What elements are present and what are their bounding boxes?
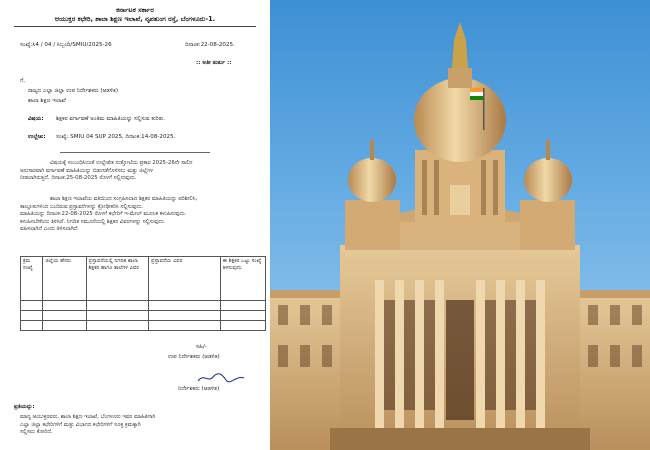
recipient-line2: ಶಾಲಾ ಶಿಕ್ಷಣ ಇಲಾಖೆ: [28, 98, 66, 104]
subject-divider: [60, 152, 210, 153]
government-title: ಕರ್ನಾಟಕ ಸರ್ಕಾರ: [116, 6, 154, 14]
header-divider: [14, 26, 256, 27]
table-header: ಕ್ರಮ ಸಂಖ್ಯೆ: [21, 257, 43, 301]
circular-document: [0, 0, 270, 450]
table-header: ಜಿಲ್ಲೆಯ ಹೆಸರು: [43, 257, 86, 301]
table-row: [21, 301, 266, 311]
copy-label: ಪ್ರತಿಯನ್ನು:: [14, 404, 35, 410]
table-header: ಪ್ರಸ್ತಾವನೆಯ ವಿವರ: [149, 257, 221, 301]
recipient-line1: ರಾಜ್ಯದ ಎಲ್ಲಾ ಜಿಲ್ಲಾ ಉಪ ನಿರ್ದೇಶಕರು (ಆಡಳಿತ): [28, 88, 119, 94]
table-row: [21, 311, 266, 321]
table-header: ಈ ಶಿಕ್ಷಕರ ಒಟ್ಟು ಸಂಖ್ಯೆ ತಿಳಿಸುವುದು: [220, 257, 265, 301]
reference-label: ಉಲ್ಲೇಖ:: [28, 134, 46, 140]
handwritten-signature: [196, 372, 246, 387]
table-header: ಪ್ರಸ್ತಾವನೆಯಲ್ಲಿ ನಿಗದಿತ ಶಾಲಾ ಶಿಕ್ಷಕರ ಹಾಗೂ ಶಾಲೆಗಳ ವಿವರ: [86, 257, 149, 301]
vidhana-soudha-photo: [270, 0, 650, 450]
to-label: ಗೆ,: [20, 78, 26, 84]
reference-number: ಸಂಖ್ಯೆ:ಸಿ4 / 04 / ಸಿಬ್ಬಂದಿ/SMIU/2025-26: [20, 42, 112, 48]
body-paragraph-2: ಶಾಲಾ ಶಿಕ್ಷಣ ಇಲಾಖೆಯ ವತಿಯಿಂದ ಸಂಗ್ರಹಿಸಲಾದ ಶಿಕ್ಷಕರ ಮಾಹಿತಿಯನ್ನು ಪರಿಶೀಲಿಸಿ, ತಾಲ್ಲೂಕುಗಳಿಂದ ಬಂದಿರುವ ಪ್ರಸ್ತಾವನೆಗಳನ್ನು ಕ್ರೋಢೀಕರಿಸಿ ಸಲ್ಲಿಸುವುದು. ಮಾಹಿತಿಯನ್ನು ದಿನಾಂಕ:22-08-2025 ರೊಳಗೆ ಕಛೇರಿಗೆ ಇ-ಮೇಲ್ ಮೂಲಕ ಕಳುಹಿಸುವುದು. ಕಳುಹಿಸಬೇಕೆಂದು ತಿಳಿಸಿದೆ. ನಿಗದಿತ ನಮೂನೆಯಲ್ಲಿ ಶಿಕ್ಷಕರ ವಿವರಗಳನ್ನು ಸಲ್ಲಿಸುವುದು. ವಹಿಸಲಾಗಿದೆ ಎಂದು ತಿಳಿಸಲಾಗಿದೆ.: [20, 196, 198, 233]
teacher-details-table: [20, 256, 266, 331]
table-row: [21, 321, 266, 331]
subject-text: ಶಿಕ್ಷಕರ ವರ್ಗಾವಣೆ ಅಂತಿಮ ಮಾಹಿತಿಯನ್ನು ಸಲ್ಲಿಸುವ ಕುರಿತು.: [56, 116, 166, 122]
reference-text: ಸಂಖ್ಯೆ: SMIU 04 SUP 2025, ದಿನಾಂಕ:14-08-2025.: [56, 134, 176, 140]
office-address: ಆಯುಕ್ತರ ಕಛೇರಿ, ಶಾಲಾ ಶಿಕ್ಷಣ ಇಲಾಖೆ, ನೃಪತುಂಗ ರಸ್ತೆ, ಬೆಂಗಳೂರು-1.: [54, 15, 216, 23]
building-illustration: [270, 0, 650, 450]
body-paragraph-1: ವಿಷಯಕ್ಕೆ ಸಂಬಂಧಿಸಿದಂತೆ ಉಲ್ಲೇಖಿತ ಸುತ್ತೋಲೆಯ ಪ್ರಕಾರ 2025-26ನೇ ಸಾಲಿನ ಅನುಸಾರವಾಗಿ ವರ್ಗಾವಣೆ ಮಾಹಿತಿಯನ್ನು ಬಿಡುಗಡೆಗೊಳಿಸಲು ಮತ್ತು ಜಿಲ್ಲೆಗಳ ನೀಡಲಾಗಿರುತ್ತದೆ. ದಿನಾಂಕ:25-08-2025 ರೊಳಗೆ ಸಲ್ಲಿಸುವುದು.: [20, 160, 193, 182]
urgent-label: :: ಅತೀ ತುರ್ತು ::: [196, 60, 232, 66]
signatory-title: ನಿರ್ದೇಶಕರು (ಆಡಳಿತ): [178, 386, 220, 392]
copy-to-list: ಮಾನ್ಯ ಆಯುಕ್ತರವರು, ಶಾಲಾ ಶಿಕ್ಷಣ ಇಲಾಖೆ, ಬೆಂಗಳೂರು ಇವರ ಮಾಹಿತಿಗಾಗಿ ಎಲ್ಲಾ ಜಿಲ್ಲಾ ಕಛೇರಿಗಳಿಗೆ ಮತ್ತು ವಿಭಾಗದ ಕಛೇರಿಗಳಿಗೆ ಸೂಕ್ತ ಕ್ರಮಕ್ಕಾಗಿ ಸಲ್ಲಿಸಲು ಕೋರಿದೆ.: [20, 414, 156, 436]
document-date: ದಿನಾಂಕ:22-08-2025.: [185, 42, 235, 48]
subject-label: ವಿಷಯ:: [28, 116, 44, 122]
document-header: [0, 6, 270, 24]
signoff-line1: ಸಹಿ/-: [196, 344, 207, 350]
signoff-line2: ಉಪ ನಿರ್ದೇಶಕರು (ಆಡಳಿತ): [168, 354, 220, 360]
